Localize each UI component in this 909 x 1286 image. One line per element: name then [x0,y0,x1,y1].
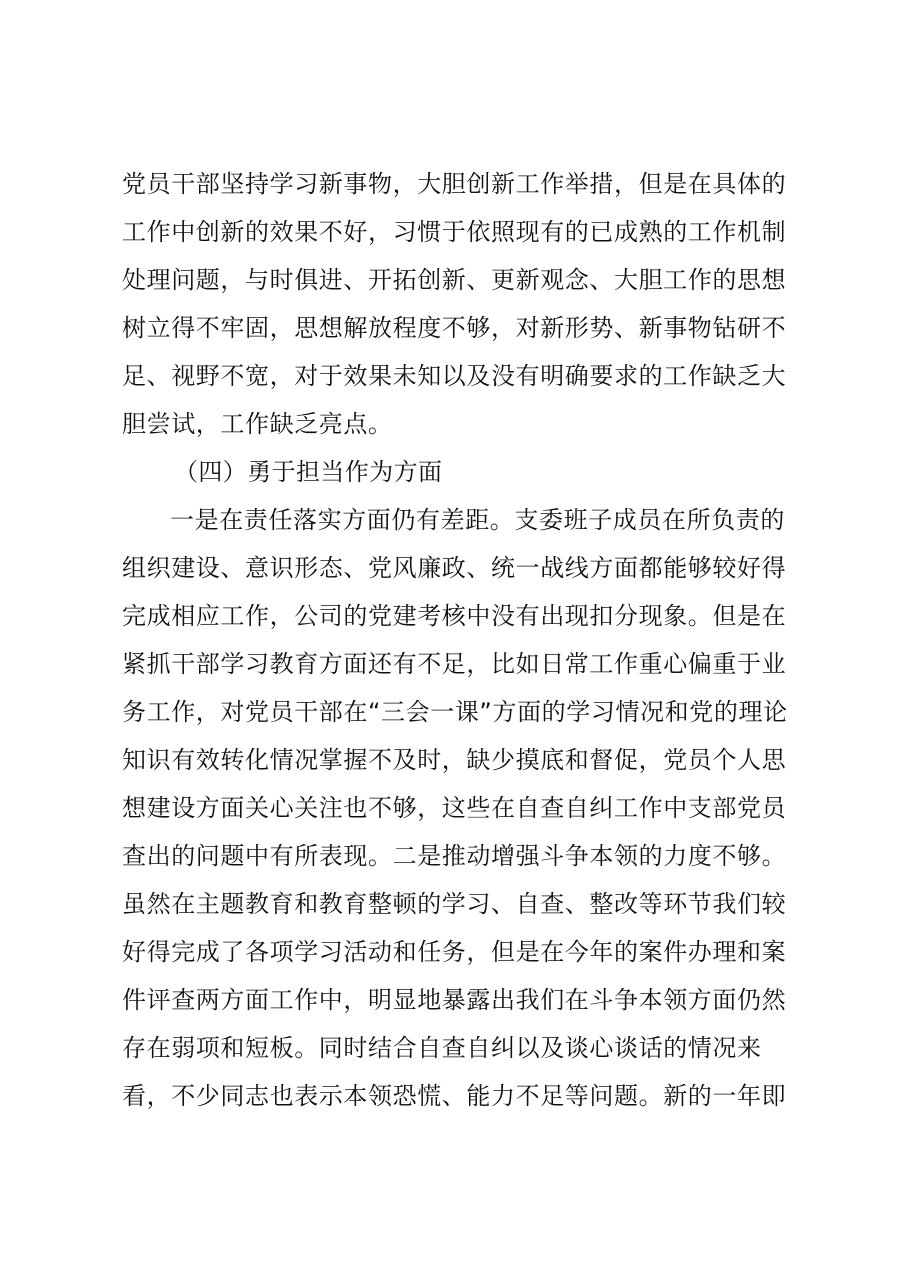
paragraph-line: 知识有效转化情况掌握不及时，缺少摸底和督促，党员个人思 [122,746,787,774]
paragraph-line: 工作中创新的效果不好，习惯于依照现有的已成熟的工作机制 [122,218,787,246]
paragraph-line: 组织建设、意识形态、党风廉政、统一战线方面都能够较好得 [122,554,787,582]
paragraph-line: 完成相应工作，公司的党建考核中没有出现扣分现象。但是在 [122,602,787,630]
paragraph-line: 足、视野不宽，对于效果未知以及没有明确要求的工作缺乏大 [122,362,787,390]
paragraph-line: 虽然在主题教育和教育整顿的学习、自查、整改等环节我们较 [122,890,787,918]
paragraph-line: 一是在责任落实方面仍有差距。支委班子成员在所负责的 [170,506,785,534]
section-heading: （四）勇于担当作为方面 [174,458,443,486]
paragraph-line: 务工作，对党员干部在“三会一课”方面的学习情况和党的理论 [122,698,788,726]
paragraph-line: 胆尝试，工作缺乏亮点。 [122,410,393,438]
paragraph-line: 存在弱项和短板。同时结合自查自纠以及谈心谈话的情况来 [122,1034,762,1062]
paragraph-line: 看，不少同志也表示本领恐慌、能力不足等问题。新的一年即 [122,1082,787,1110]
paragraph-line: 树立得不牢固，思想解放程度不够，对新形势、新事物钻研不 [122,314,787,342]
paragraph-line: 想建设方面关心关注也不够，这些在自查自纠工作中支部党员 [122,794,787,822]
paragraph-line: 好得完成了各项学习活动和任务，但是在今年的案件办理和案 [122,938,787,966]
paragraph-line: 紧抓干部学习教育方面还有不足，比如日常工作重心偏重于业 [122,650,787,678]
paragraph-line: 查出的问题中有所表现。二是推动增强斗争本领的力度不够。 [122,842,787,870]
paragraph-line: 党员干部坚持学习新事物，大胆创新工作举措，但是在具体的 [122,170,787,198]
body-text [122,160,802,1120]
paragraph-line: 处理问题，与时俱进、开拓创新、更新观念、大胆工作的思想 [122,266,787,294]
paragraph-line: 件评查两方面工作中，明显地暴露出我们在斗争本领方面仍然 [122,986,787,1014]
